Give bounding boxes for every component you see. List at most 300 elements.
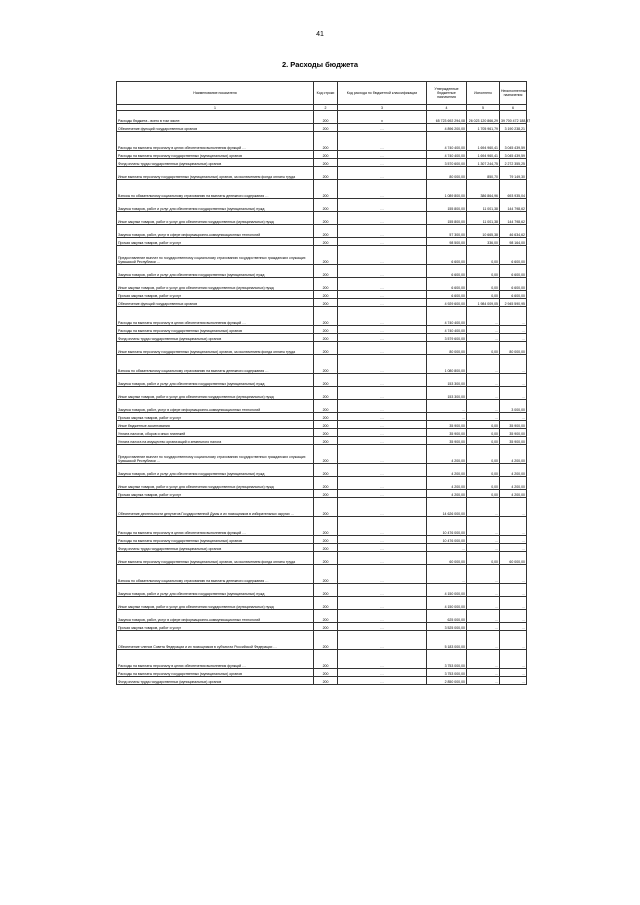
row-approved: 4 740 400,00 <box>427 307 467 326</box>
table-row <box>117 490 527 498</box>
table-row <box>117 536 527 544</box>
row-code: 200 <box>314 355 338 374</box>
row-executed: 0,00 <box>467 490 500 498</box>
row-code: 200 <box>314 400 338 413</box>
table-row <box>117 212 527 225</box>
row-executed: 1 984 009,05 <box>467 299 500 307</box>
row-executed: … <box>467 597 500 610</box>
row-name: Фонд оплаты труда государственных (муниципальных) органов <box>117 677 314 685</box>
row-executed: … <box>467 334 500 342</box>
table-row <box>117 544 527 552</box>
row-name: Расходы на выплаты персоналу в целях обеспечения выполнения функций … <box>117 132 314 151</box>
row-executed: … <box>467 544 500 552</box>
row-executed: 26 023 120 866,29 <box>467 111 500 124</box>
row-executed: … <box>467 650 500 669</box>
row-kbk: … <box>338 334 427 342</box>
row-kbk: … <box>338 650 427 669</box>
table-row <box>117 355 527 374</box>
row-unexecuted: … <box>500 326 527 334</box>
table-row <box>117 552 527 565</box>
row-kbk: … <box>338 610 427 623</box>
row-kbk: … <box>338 278 427 291</box>
row-kbk: … <box>338 387 427 400</box>
row-kbk: … <box>338 437 427 445</box>
row-name: Закупка товаров, работ, услуг в сфере информационно-коммуникационных технологий <box>117 400 314 413</box>
row-unexecuted: … <box>500 650 527 669</box>
row-name: Иные закупки товаров, работ и услуг для обеспечения государственных (муниципальных) нужд <box>117 597 314 610</box>
row-code: 200 <box>314 623 338 631</box>
row-code: 200 <box>314 677 338 685</box>
row-code: 200 <box>314 552 338 565</box>
row-kbk: … <box>338 246 427 265</box>
row-kbk: … <box>338 421 427 429</box>
table-row <box>117 517 527 536</box>
row-kbk: … <box>338 490 427 498</box>
row-executed: … <box>467 565 500 584</box>
table-row <box>117 677 527 685</box>
row-approved: 153 300,00 <box>427 387 467 400</box>
row-unexecuted: … <box>500 374 527 387</box>
table-row <box>117 565 527 584</box>
row-name: Расходы на выплаты персоналу государственных (муниципальных) органов <box>117 669 314 677</box>
row-executed: … <box>467 669 500 677</box>
row-unexecuted: 46 634,62 <box>500 225 527 238</box>
row-executed: 1 694 960,41 <box>467 132 500 151</box>
row-kbk: x <box>338 111 427 124</box>
row-name: Обеспечение функций государственных органов <box>117 124 314 132</box>
table-row <box>117 584 527 597</box>
header-budget-classification-code: Код расхода по бюджетной классификации <box>338 82 427 105</box>
row-executed: … <box>467 413 500 421</box>
column-number: 6 <box>500 105 527 111</box>
row-code: 200 <box>314 265 338 278</box>
row-name: Закупка товаров, работ и услуг для обеспечения государственных (муниципальных) нужд <box>117 199 314 212</box>
row-kbk: … <box>338 159 427 167</box>
row-name: Закупка товаров, работ, услуг в сфере информационно-коммуникационных технологий <box>117 225 314 238</box>
row-name: Предоставление выплат по государственному социальному страхованию государственных гражданских служащих Чувашской Республики … <box>117 246 314 265</box>
row-unexecuted: 693 935,04 <box>500 180 527 199</box>
row-approved: 3 570 600,00 <box>427 159 467 167</box>
row-executed: 1 307 244,75 <box>467 159 500 167</box>
row-kbk: … <box>338 342 427 355</box>
row-unexecuted: … <box>500 544 527 552</box>
table-row <box>117 650 527 669</box>
row-code: 200 <box>314 159 338 167</box>
row-kbk: … <box>338 355 427 374</box>
table-row <box>117 477 527 490</box>
table-row <box>117 132 527 151</box>
row-unexecuted: 4 200,00 <box>500 477 527 490</box>
row-code: 200 <box>314 429 338 437</box>
row-unexecuted: 35 900,00 <box>500 429 527 437</box>
row-executed: 11 001,38 <box>467 212 500 225</box>
table-row <box>117 151 527 159</box>
row-executed: 0,00 <box>467 246 500 265</box>
row-approved: 14 626 000,00 <box>427 498 467 517</box>
row-unexecuted: 60 000,00 <box>500 552 527 565</box>
row-approved: 4 740 400,00 <box>427 326 467 334</box>
row-approved: … <box>427 544 467 552</box>
row-unexecuted: 6 600,00 <box>500 291 527 299</box>
row-executed: … <box>467 623 500 631</box>
row-approved: 35 900,00 <box>427 429 467 437</box>
row-kbk: … <box>338 536 427 544</box>
row-executed: … <box>467 498 500 517</box>
row-approved: 60 000,00 <box>427 552 467 565</box>
row-approved: 4 200,00 <box>427 477 467 490</box>
row-approved: 1 080 800,00 <box>427 355 467 374</box>
row-code: 200 <box>314 291 338 299</box>
table-row <box>117 387 527 400</box>
table-row <box>117 238 527 246</box>
row-unexecuted: … <box>500 565 527 584</box>
table-row <box>117 124 527 132</box>
row-unexecuted: 35 900,00 <box>500 421 527 429</box>
row-approved: 80 000,00 <box>427 167 467 180</box>
row-code: 200 <box>314 517 338 536</box>
row-kbk: … <box>338 584 427 597</box>
row-kbk: … <box>338 212 427 225</box>
row-executed: … <box>467 677 500 685</box>
row-code: 200 <box>314 413 338 421</box>
row-executed: 0,00 <box>467 291 500 299</box>
row-kbk: … <box>338 326 427 334</box>
row-code: 200 <box>314 490 338 498</box>
table-row <box>117 464 527 477</box>
row-name: Обеспечение членов Совета Федерации и их помощников в субъектах Российской Федерации … <box>117 631 314 650</box>
table-row <box>117 299 527 307</box>
column-number: 1 <box>117 105 314 111</box>
table-row <box>117 669 527 677</box>
row-code: 200 <box>314 199 338 212</box>
section-title: 2. Расходы бюджета <box>281 60 359 69</box>
row-executed: 0,00 <box>467 445 500 464</box>
row-name: Прочая закупка товаров, работ и услуг <box>117 413 314 421</box>
column-number: 4 <box>427 105 467 111</box>
row-approved: 4 150 000,00 <box>427 584 467 597</box>
table-row <box>117 167 527 180</box>
row-unexecuted: 6 600,00 <box>500 265 527 278</box>
row-name: Фонд оплаты труда государственных (муниципальных) органов <box>117 334 314 342</box>
row-name: Иные закупки товаров, работ и услуг для обеспечения государственных (муниципальных) нужд <box>117 278 314 291</box>
row-unexecuted: 144 798,62 <box>500 199 527 212</box>
row-approved: 2 850 000,00 <box>427 677 467 685</box>
row-name: Расходы на выплаты персоналу в целях обеспечения выполнения функций … <box>117 650 314 669</box>
row-approved: … <box>427 565 467 584</box>
row-approved: 57 300,00 <box>427 225 467 238</box>
table-row <box>117 610 527 623</box>
row-unexecuted: … <box>500 355 527 374</box>
row-executed: 1 705 961,79 <box>467 124 500 132</box>
row-name: Иные бюджетные ассигнования <box>117 421 314 429</box>
column-number: 5 <box>467 105 500 111</box>
row-code: 200 <box>314 132 338 151</box>
table-row <box>117 307 527 326</box>
row-code: 200 <box>314 278 338 291</box>
row-kbk: … <box>338 400 427 413</box>
row-code: 200 <box>314 464 338 477</box>
row-name: Обеспечение деятельности депутатов Государственной Думы и их помощников в избирательных округах … <box>117 498 314 517</box>
row-unexecuted: … <box>500 597 527 610</box>
table-row <box>117 278 527 291</box>
row-approved: 155 800,00 <box>427 212 467 225</box>
row-executed: … <box>467 326 500 334</box>
table-row <box>117 291 527 299</box>
row-approved: 4 740 400,00 <box>427 132 467 151</box>
row-approved: 155 800,00 <box>427 199 467 212</box>
row-kbk: … <box>338 291 427 299</box>
row-code: 200 <box>314 307 338 326</box>
header-executed: Исполнено <box>467 82 500 105</box>
table-row <box>117 374 527 387</box>
row-approved: 3 525 000,00 <box>427 623 467 631</box>
row-approved: 3 753 000,00 <box>427 650 467 669</box>
row-unexecuted: 6 600,00 <box>500 246 527 265</box>
table-header-row <box>117 82 527 105</box>
row-executed: 0,00 <box>467 421 500 429</box>
row-name: Закупка товаров, работ и услуг для обеспечения государственных (муниципальных) нужд <box>117 584 314 597</box>
row-code: 200 <box>314 544 338 552</box>
row-name: Иные закупки товаров, работ и услуг для обеспечения государственных (муниципальных) нужд <box>117 477 314 490</box>
row-code: 200 <box>314 167 338 180</box>
row-approved: 4 150 000,00 <box>427 597 467 610</box>
row-kbk: … <box>338 124 427 132</box>
row-unexecuted: 2 272 355,25 <box>500 159 527 167</box>
table-row <box>117 111 527 124</box>
row-unexecuted: 98 164,00 <box>500 238 527 246</box>
row-approved: 4 200,00 <box>427 464 467 477</box>
row-code: 200 <box>314 669 338 677</box>
row-code: 200 <box>314 326 338 334</box>
row-name: Иные закупки товаров, работ и услуг для обеспечения государственных (муниципальных) нужд <box>117 212 314 225</box>
row-unexecuted: 3 045 439,59 <box>500 151 527 159</box>
row-name: Прочая закупка товаров, работ и услуг <box>117 623 314 631</box>
row-name: Прочая закупка товаров, работ и услуг <box>117 291 314 299</box>
row-executed: 0,00 <box>467 477 500 490</box>
row-kbk: … <box>338 677 427 685</box>
row-kbk: … <box>338 132 427 151</box>
row-kbk: … <box>338 265 427 278</box>
row-executed: … <box>467 387 500 400</box>
row-kbk: … <box>338 517 427 536</box>
row-name: Иные выплаты персоналу государственных (муниципальных) органов, за исключением фонда оплаты труда <box>117 167 314 180</box>
row-approved: 625 000,00 <box>427 610 467 623</box>
row-kbk: … <box>338 225 427 238</box>
row-approved: 6 600,00 <box>427 246 467 265</box>
row-name: Закупка товаров, работ, услуг в сфере информационно-коммуникационных технологий <box>117 610 314 623</box>
row-approved: 5 183 000,00 <box>427 631 467 650</box>
row-name: Прочая закупка товаров, работ и услуг <box>117 238 314 246</box>
column-number: 2 <box>314 105 338 111</box>
row-kbk: … <box>338 307 427 326</box>
row-name: Закупка товаров, работ и услуг для обеспечения государственных (муниципальных) нужд <box>117 265 314 278</box>
row-name: Фонд оплаты труда государственных (муниципальных) органов <box>117 159 314 167</box>
row-executed: 0,00 <box>467 437 500 445</box>
page-number: 41 <box>316 31 324 38</box>
row-unexecuted: … <box>500 669 527 677</box>
row-executed: 0,00 <box>467 278 500 291</box>
row-unexecuted: … <box>500 307 527 326</box>
table-row <box>117 400 527 413</box>
row-executed: 0,00 <box>467 464 500 477</box>
column-number: 3 <box>338 105 427 111</box>
row-code: 200 <box>314 536 338 544</box>
row-code: 200 <box>314 610 338 623</box>
table-body <box>117 111 531 685</box>
row-name: Уплата налогов, сборов и иных платежей <box>117 429 314 437</box>
row-approved: 98 500,00 <box>427 238 467 246</box>
row-name: Расходы на выплаты персоналу в целях обеспечения выполнения функций … <box>117 307 314 326</box>
row-kbk: … <box>338 151 427 159</box>
row-name: Расходы на выплаты персоналу государственных (муниципальных) органов <box>117 151 314 159</box>
row-unexecuted: 2 945 590,95 <box>500 299 527 307</box>
row-approved: 3 579 600,00 <box>427 334 467 342</box>
row-code: 200 <box>314 342 338 355</box>
header-row-code: Код строки <box>314 82 338 105</box>
row-executed: … <box>467 307 500 326</box>
row-approved: 4 200,00 <box>427 445 467 464</box>
row-code: 200 <box>314 246 338 265</box>
row-code: 200 <box>314 225 338 238</box>
row-name: Прочая закупка товаров, работ и услуг <box>117 490 314 498</box>
row-unexecuted: 4 200,00 <box>500 464 527 477</box>
row-kbk: … <box>338 623 427 631</box>
table-row <box>117 437 527 445</box>
row-kbk: … <box>338 445 427 464</box>
row-executed: 0,00 <box>467 342 500 355</box>
row-executed: … <box>467 374 500 387</box>
row-name: Расходы бюджета - всего в том числе: <box>117 111 314 124</box>
row-kbk: … <box>338 631 427 650</box>
row-executed: 850,70 <box>467 167 500 180</box>
table-row <box>117 225 527 238</box>
row-name: Предоставление выплат по государственному социальному страхованию государственных гражданских служащих Чувашской Республики … <box>117 445 314 464</box>
row-code: 200 <box>314 238 338 246</box>
table-row <box>117 334 527 342</box>
table-row <box>117 623 527 631</box>
row-unexecuted: … <box>500 677 527 685</box>
row-unexecuted: 35 900,00 <box>500 437 527 445</box>
row-approved: 6 600,00 <box>427 265 467 278</box>
row-executed: 10 665,38 <box>467 225 500 238</box>
row-approved: 4 740 400,00 <box>427 151 467 159</box>
row-name: Расходы на выплаты персоналу государственных (муниципальных) органов <box>117 326 314 334</box>
row-code: 200 <box>314 334 338 342</box>
table-row <box>117 246 527 265</box>
row-approved: 4 929 600,00 <box>427 299 467 307</box>
row-code: 200 <box>314 477 338 490</box>
row-unexecuted: … <box>500 623 527 631</box>
row-code: 200 <box>314 565 338 584</box>
row-unexecuted: … <box>500 498 527 517</box>
table-row <box>117 199 527 212</box>
row-unexecuted: … <box>500 413 527 421</box>
table-row <box>117 180 527 199</box>
row-kbk: … <box>338 299 427 307</box>
row-executed: 336,00 <box>467 238 500 246</box>
row-code: 200 <box>314 124 338 132</box>
row-approved: … <box>427 413 467 421</box>
row-unexecuted: 144 798,62 <box>500 212 527 225</box>
row-code: 200 <box>314 180 338 199</box>
row-approved: 1 089 800,00 <box>427 180 467 199</box>
row-unexecuted: 80 000,00 <box>500 342 527 355</box>
row-unexecuted: 39 700 472 188,97 <box>500 111 527 124</box>
row-unexecuted: … <box>500 610 527 623</box>
row-kbk: … <box>338 413 427 421</box>
row-approved: 65 723 692 294,08 <box>427 111 467 124</box>
row-executed: 0,00 <box>467 265 500 278</box>
row-code: 200 <box>314 584 338 597</box>
row-executed: … <box>467 536 500 544</box>
header-indicator-name: Наименование показателя <box>117 82 314 105</box>
row-code: 200 <box>314 498 338 517</box>
row-code: 200 <box>314 212 338 225</box>
table-row <box>117 265 527 278</box>
row-unexecuted: 4 200,00 <box>500 490 527 498</box>
row-code: 200 <box>314 437 338 445</box>
row-kbk: … <box>338 477 427 490</box>
row-executed: … <box>467 610 500 623</box>
table-row <box>117 445 527 464</box>
row-approved: 35 900,00 <box>427 437 467 445</box>
row-executed: … <box>467 355 500 374</box>
row-name: Взносы по обязательному социальному страхованию на выплаты денежного содержания … <box>117 180 314 199</box>
row-kbk: … <box>338 464 427 477</box>
row-approved: … <box>427 400 467 413</box>
row-approved: 153 300,00 <box>427 374 467 387</box>
row-code: 200 <box>314 631 338 650</box>
row-name: Закупка товаров, работ и услуг для обеспечения государственных (муниципальных) нужд <box>117 374 314 387</box>
table-row <box>117 597 527 610</box>
row-name: Иные выплаты персоналу государственных (муниципальных) органов, за исключением фонда оплаты труда <box>117 552 314 565</box>
row-code: 200 <box>314 650 338 669</box>
row-code: 200 <box>314 299 338 307</box>
table-row <box>117 421 527 429</box>
row-name: Уплата налога на имущество организаций и земельного налога <box>117 437 314 445</box>
row-name: Расходы на выплаты персоналу в целях обеспечения выполнения функций … <box>117 517 314 536</box>
row-executed: … <box>467 517 500 536</box>
row-code: 200 <box>314 421 338 429</box>
row-name: Расходы на выплаты персоналу государственных (муниципальных) органов <box>117 536 314 544</box>
row-kbk: … <box>338 565 427 584</box>
row-code: 200 <box>314 445 338 464</box>
row-executed: … <box>467 631 500 650</box>
row-kbk: … <box>338 552 427 565</box>
row-approved: 10 476 000,00 <box>427 517 467 536</box>
row-kbk: … <box>338 597 427 610</box>
row-unexecuted: … <box>500 584 527 597</box>
row-unexecuted: … <box>500 334 527 342</box>
row-name: Взносы по обязательному социальному страхованию на выплаты денежного содержания … <box>117 565 314 584</box>
row-unexecuted: … <box>500 387 527 400</box>
row-executed: 1 694 960,41 <box>467 151 500 159</box>
row-unexecuted: 3 000,00 <box>500 400 527 413</box>
table-row <box>117 413 527 421</box>
row-approved: 4 200,00 <box>427 490 467 498</box>
row-kbk: … <box>338 199 427 212</box>
row-approved: 6 600,00 <box>427 278 467 291</box>
row-executed: 0,00 <box>467 429 500 437</box>
row-name: Взносы по обязательному социальному страхованию на выплаты денежного содержания … <box>117 355 314 374</box>
row-name: Обеспечение функций государственных органов <box>117 299 314 307</box>
row-kbk: … <box>338 544 427 552</box>
row-code: 200 <box>314 111 338 124</box>
row-kbk: … <box>338 167 427 180</box>
expenditures-table <box>116 81 531 685</box>
header-approved: Утвержденные бюджетные назначения <box>427 82 467 105</box>
table-row <box>117 326 527 334</box>
